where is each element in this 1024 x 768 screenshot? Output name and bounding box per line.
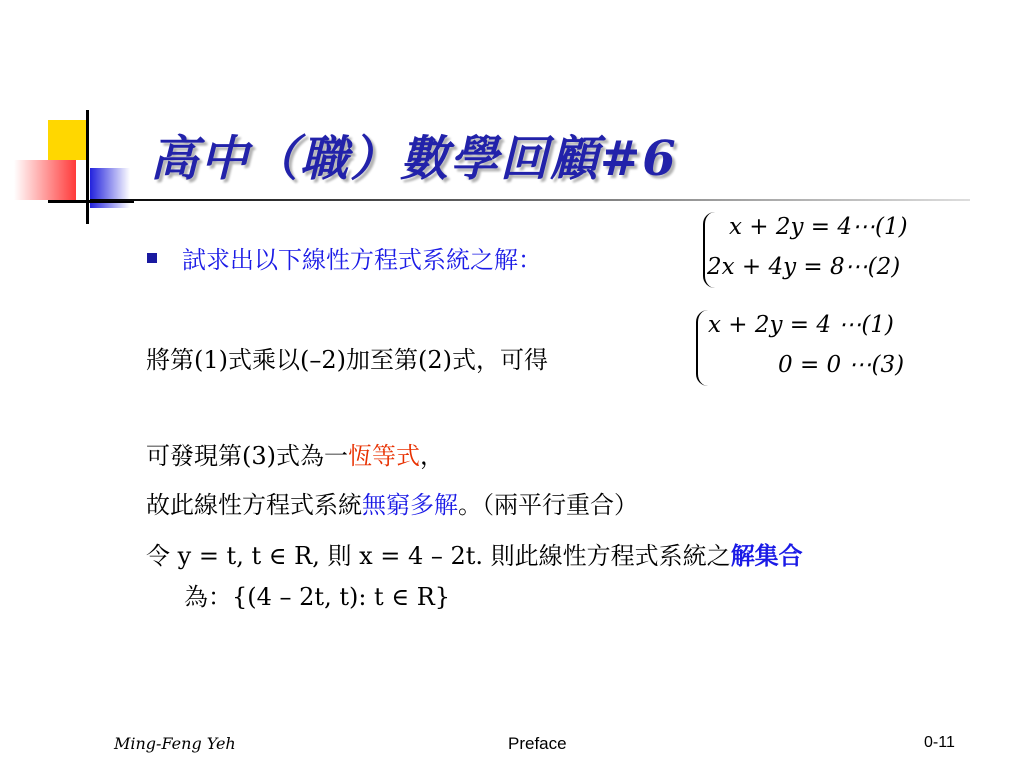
slide-title: 高中（職）數學回顧#6 <box>150 131 678 187</box>
identity-line-suffix: ， <box>420 442 444 470</box>
footer-page-number: 0-11 <box>924 734 955 751</box>
solution-line <box>146 536 803 571</box>
identity-line <box>146 436 444 471</box>
infinite-solutions-line <box>146 485 638 520</box>
solution-set-highlight: 解集合 <box>730 541 803 570</box>
solution-line-text: 令 y = t, t ∈ R, 則 x = 4 – 2t. 則此線性方程式系統之 <box>146 542 731 570</box>
prompt-text: 試求出以下線性方程式系統之解： <box>182 246 542 274</box>
equation-2: 2x + 4y = 8⋯(2) <box>707 254 901 280</box>
step-text: 將第(1)式乘以(–2)加至第(2)式，可得 <box>146 346 548 374</box>
deco-yellow-square <box>48 120 88 160</box>
equation-3: 0 = 0 ⋯(3) <box>778 352 905 378</box>
title-underline <box>90 199 970 201</box>
infinite-highlight: 無窮多解 <box>362 491 458 519</box>
identity-highlight: 恆等式 <box>348 442 420 470</box>
identity-line-text: 可發現第(3)式為一 <box>146 442 348 470</box>
equation-1: x + 2y = 4 ⋯(1) <box>708 312 894 338</box>
equation-1: x + 2y = 4⋯(1) <box>729 214 908 240</box>
equation-system-2 <box>688 306 948 390</box>
deco-vertical-line <box>86 110 89 224</box>
solution-set-line: 為：{(4 – 2t, t): t ∈ R} <box>184 583 451 611</box>
footer-section: Preface <box>508 734 567 753</box>
infinite-line-text: 故此線性方程式系統 <box>146 491 362 519</box>
bullet-square-icon <box>147 253 157 263</box>
infinite-line-suffix: 。（兩平行重合） <box>458 491 638 519</box>
footer-author: Ming-Feng Yeh <box>114 734 236 753</box>
deco-red-square <box>14 160 76 200</box>
equation-system-1 <box>695 208 945 292</box>
